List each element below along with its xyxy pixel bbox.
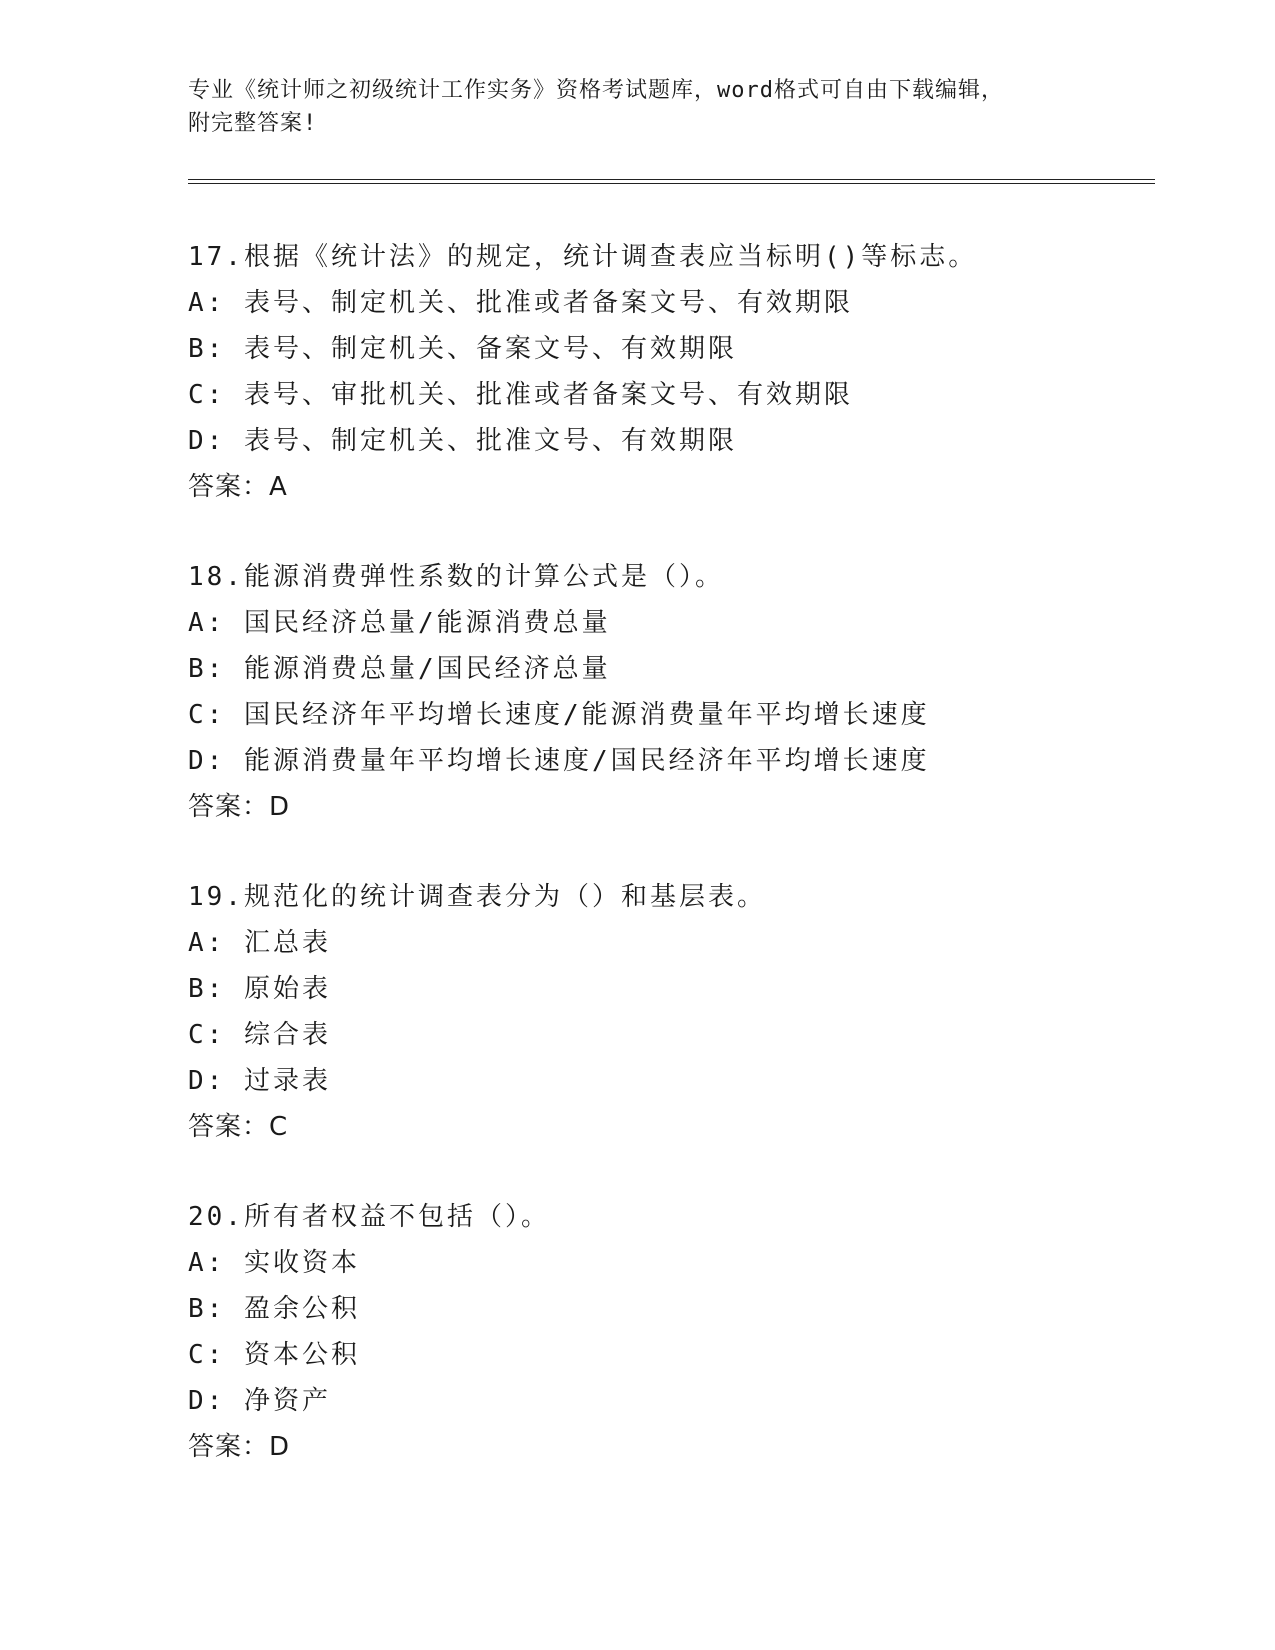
question-stem: 18.能源消费弹性系数的计算公式是（）。 bbox=[188, 562, 724, 592]
question-block bbox=[188, 874, 1188, 1150]
header-line-1: 专业《统计师之初级统计工作实务》资格考试题库，word格式可自由下载编辑， bbox=[188, 78, 1004, 103]
question-stem: 17.根据《统计法》的规定，统计调查表应当标明()等标志。 bbox=[188, 242, 978, 272]
option-c: C: 综合表 bbox=[188, 1020, 331, 1050]
header-divider-top bbox=[188, 179, 1155, 180]
question-stem: 20.所有者权益不包括（）。 bbox=[188, 1202, 550, 1232]
header-divider-bottom bbox=[188, 183, 1155, 184]
question-block bbox=[188, 1194, 1188, 1470]
question-stem: 19.规范化的统计调查表分为（）和基层表。 bbox=[188, 882, 766, 912]
document-header bbox=[188, 74, 1088, 140]
option-c: C: 国民经济年平均增长速度/能源消费量年平均增长速度 bbox=[188, 700, 930, 730]
option-a: A: 实收资本 bbox=[188, 1248, 360, 1278]
question-block bbox=[188, 234, 1188, 510]
option-d: D: 能源消费量年平均增长速度/国民经济年平均增长速度 bbox=[188, 746, 930, 776]
question-block bbox=[188, 554, 1188, 830]
option-c: C: 表号、审批机关、批准或者备案文号、有效期限 bbox=[188, 380, 853, 410]
answer-line: 答案：D bbox=[188, 1432, 291, 1462]
option-b: B: 表号、制定机关、备案文号、有效期限 bbox=[188, 334, 737, 364]
option-b: B: 原始表 bbox=[188, 974, 331, 1004]
answer-line: 答案：C bbox=[188, 1112, 289, 1142]
option-a: A: 汇总表 bbox=[188, 928, 331, 958]
option-b: B: 能源消费总量/国民经济总量 bbox=[188, 654, 611, 684]
answer-line: 答案：A bbox=[188, 472, 288, 502]
option-d: D: 过录表 bbox=[188, 1066, 331, 1096]
option-d: D: 表号、制定机关、批准文号、有效期限 bbox=[188, 426, 737, 456]
option-d: D: 净资产 bbox=[188, 1386, 331, 1416]
option-a: A: 国民经济总量/能源消费总量 bbox=[188, 608, 611, 638]
option-c: C: 资本公积 bbox=[188, 1340, 360, 1370]
answer-line: 答案：D bbox=[188, 792, 291, 822]
option-b: B: 盈余公积 bbox=[188, 1294, 360, 1324]
option-a: A: 表号、制定机关、批准或者备案文号、有效期限 bbox=[188, 288, 853, 318]
header-line-2: 附完整答案! bbox=[188, 111, 318, 136]
